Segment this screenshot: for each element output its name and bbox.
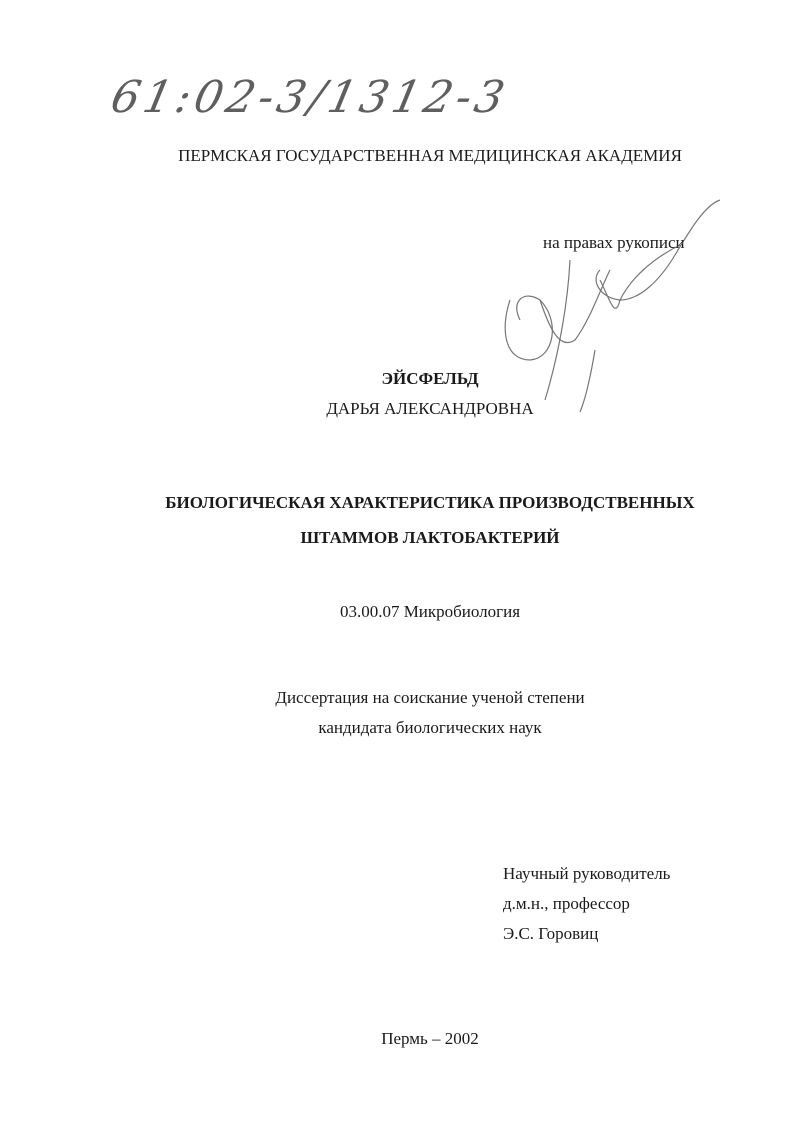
thesis-title-line1: БИОЛОГИЧЕСКАЯ ХАРАКТЕРИСТИКА ПРОИЗВОДСТВЕННЫХ: [165, 493, 695, 512]
supervisor-name: Э.С. Горовиц: [503, 924, 599, 943]
supervisor-rank: д.м.н., профессор: [503, 894, 630, 913]
thesis-title-line2: ШТАММОВ ЛАКТОБАКТЕРИЙ: [300, 528, 560, 547]
degree-line2: кандидата биологических наук: [318, 718, 542, 737]
degree-line1: Диссертация на соискание ученой степени: [275, 688, 585, 707]
specialty: 03.00.07 Микробиология: [339, 602, 521, 621]
handwritten-registry-number: 61:02-3/1312-3: [106, 72, 513, 123]
author-surname: ЭЙСФЕЛЬД: [381, 369, 479, 388]
institution-name: ПЕРМСКАЯ ГОСУДАРСТВЕННАЯ МЕДИЦИНСКАЯ АКАДЕМИЯ: [178, 146, 682, 165]
manuscript-note: на правах рукописи: [543, 233, 685, 252]
author-name: ДАРЬЯ АЛЕКСАНДРОВНА: [326, 399, 534, 418]
supervisor-role: Научный руководитель: [503, 864, 671, 883]
place-year: Пермь – 2002: [381, 1029, 479, 1048]
